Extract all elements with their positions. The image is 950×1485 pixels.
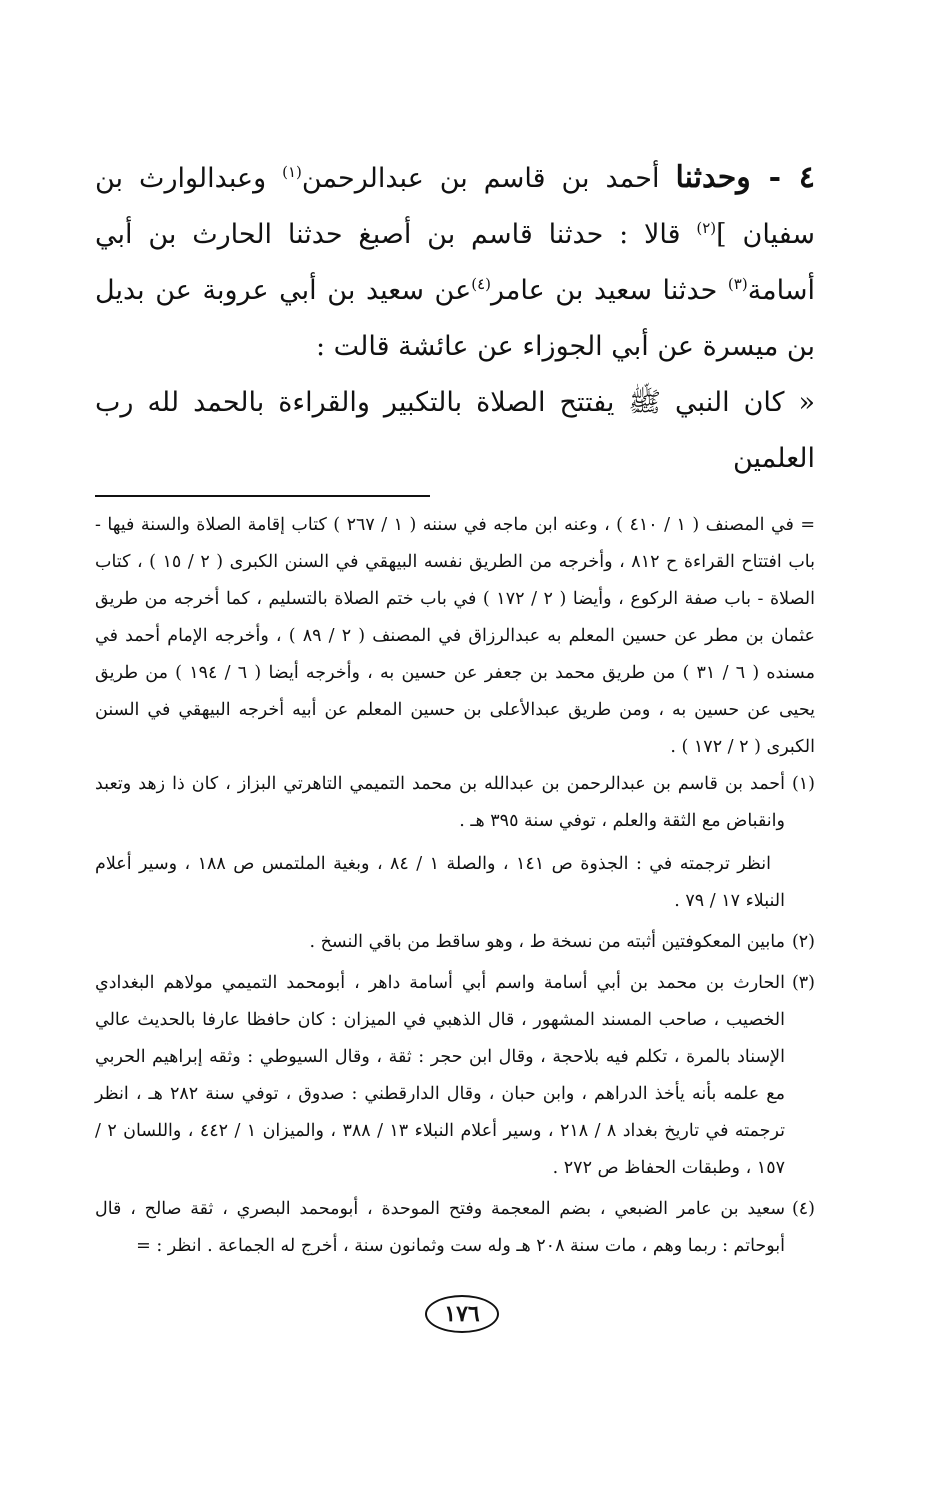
footnote-marker: (١) — [791, 774, 815, 794]
footnote-3 — [95, 965, 815, 1187]
hadith-chain — [95, 150, 815, 375]
chain-text: سفيان ] — [716, 219, 815, 250]
footnote-2 — [95, 924, 815, 961]
footnote-ref-2: (٢) — [696, 219, 717, 237]
chain-text: حدثنا سعيد بن عامر — [491, 275, 718, 306]
main-text — [95, 150, 815, 487]
footnote-4 — [95, 1191, 815, 1265]
footnote-continuation — [95, 507, 815, 766]
chain-text: وعبدالوارث بن — [95, 163, 267, 194]
chain-text: أحمد بن قاسم بن عبدالرحمن — [301, 163, 660, 194]
footnotes — [95, 507, 815, 1265]
footnote-marker: (٤) — [791, 1199, 815, 1219]
page-number: ١٧٦ — [425, 1295, 499, 1333]
hadith-text: « كان النبي ﷺ يفتتح الصلاة بالتكبير والقراءة بالحمد لله رب العلمين — [95, 387, 815, 474]
page-content — [95, 150, 815, 1265]
footnote-text: أحمد بن قاسم بن عبدالرحمن بن عبدالله بن محمد التميمي التاهرتي البزاز ، كان ذا زهد وتعبد وانقباض مع الثقة والعلم ، توفي سنة ٣٩٥ هـ . — [95, 774, 785, 831]
footnote-marker: (٢) — [791, 932, 815, 952]
footnote-divider — [95, 495, 430, 497]
footnote-1 — [95, 766, 815, 920]
footnote-text: الحارث بن محمد بن أبي أسامة واسم أبي أسامة داهر ، أبومحمد التميمي مولاهم البغدادي الخصيب ، صاحب المسند المشهور ، قال الذهبي في الميزان : كان حافظا عارفا بالحديث عالي الإسناد بالمرة ، تكلم فيه بلاحجة ، وقال ابن حجر : ثقة ، وقال السيوطي : وثقه إبراهيم الحربي مع علمه بأنه يأخذ الدراهم ، وابن حبان ، وقال الدارقطني : صدوق ، توفي سنة ٢٨٢ هـ ، انظر ترجمته في تاريخ بغداد ٨ / ٢١٨ ، وسير أعلام النبلاء ١٣ / ٣٨٨ ، والميزان ١ / ٤٤٢ ، واللسان ٢ / ١٥٧ ، وطبقات الحفاظ ص ٢٧٢ . — [95, 973, 785, 1178]
footnote-ref-3: (٣) — [727, 275, 748, 293]
hadith-number-lead: ٤ - وحدثنا — [675, 160, 815, 195]
footnote-marker: (٣) — [791, 973, 815, 993]
chain-text: عن سعيد بن أبي عروبة عن بديل بن ميسرة عن أبي الجوزاء عن عائشة قالت : — [95, 275, 815, 362]
footnote-text: مابين المعكوفتين أثبته من نسخة ط ، وهو ساقط من باقي النسخ . — [309, 932, 785, 952]
footnote-reference: انظر ترجمته في : الجذوة ص ١٤١ ، والصلة ١ / ٨٤ ، وبغية الملتمس ص ١٨٨ ، وسير أعلام النبلاء ١٧ / ٧٩ . — [95, 854, 785, 911]
footnote-ref-1: (١) — [282, 163, 302, 181]
footnote-ref-4: (٤) — [471, 275, 491, 293]
chain-text: قالا : حدثنا قاسم بن أصبغ حدثنا الحارث بن أبي أسامة — [95, 219, 815, 306]
footnote-text: = في المصنف ( ١ / ٤١٠ ) ، وعنه ابن ماجه في سننه ( ١ / ٢٦٧ ) كتاب إقامة الصلاة والسنة فيها - باب افتتاح القراءة ح ٨١٢ ، وأخرجه من الطريق نفسه البيهقي في السنن الكبرى ( ٢ / ١٥ ) ، كتاب الصلاة - باب صفة الركوع ، وأيضا ( ٢ / ١٧٢ ) في باب ختم الصلاة بالتسليم ، كما أخرجه من طريق عثمان بن مطر عن حسين المعلم به عبدالرزاق في المصنف ( ٢ / ٨٩ ) ، وأخرجه الإمام أحمد في مسنده ( ٦ / ٣١ ) من طريق محمد بن جعفر عن حسين به ، وأخرجه أيضا ( ٦ / ١٩٤ ) من طريق يحيى عن حسين به ، ومن طريق عبدالأعلى بن حسين المعلم عن أبيه أخرجه البيهقي في السنن الكبرى ( ٢ / ١٧٢ ) . — [95, 515, 816, 757]
footnote-text: سعيد بن عامر الضبعي ، بضم المعجمة وفتح الموحدة ، أبومحمد البصري ، ثقة صالح ، قال أبوحاتم : ربما وهم ، مات سنة ٢٠٨ هـ وله ست وثمانون سنة ، أخرج له الجماعة . انظر : = — [95, 1199, 785, 1256]
